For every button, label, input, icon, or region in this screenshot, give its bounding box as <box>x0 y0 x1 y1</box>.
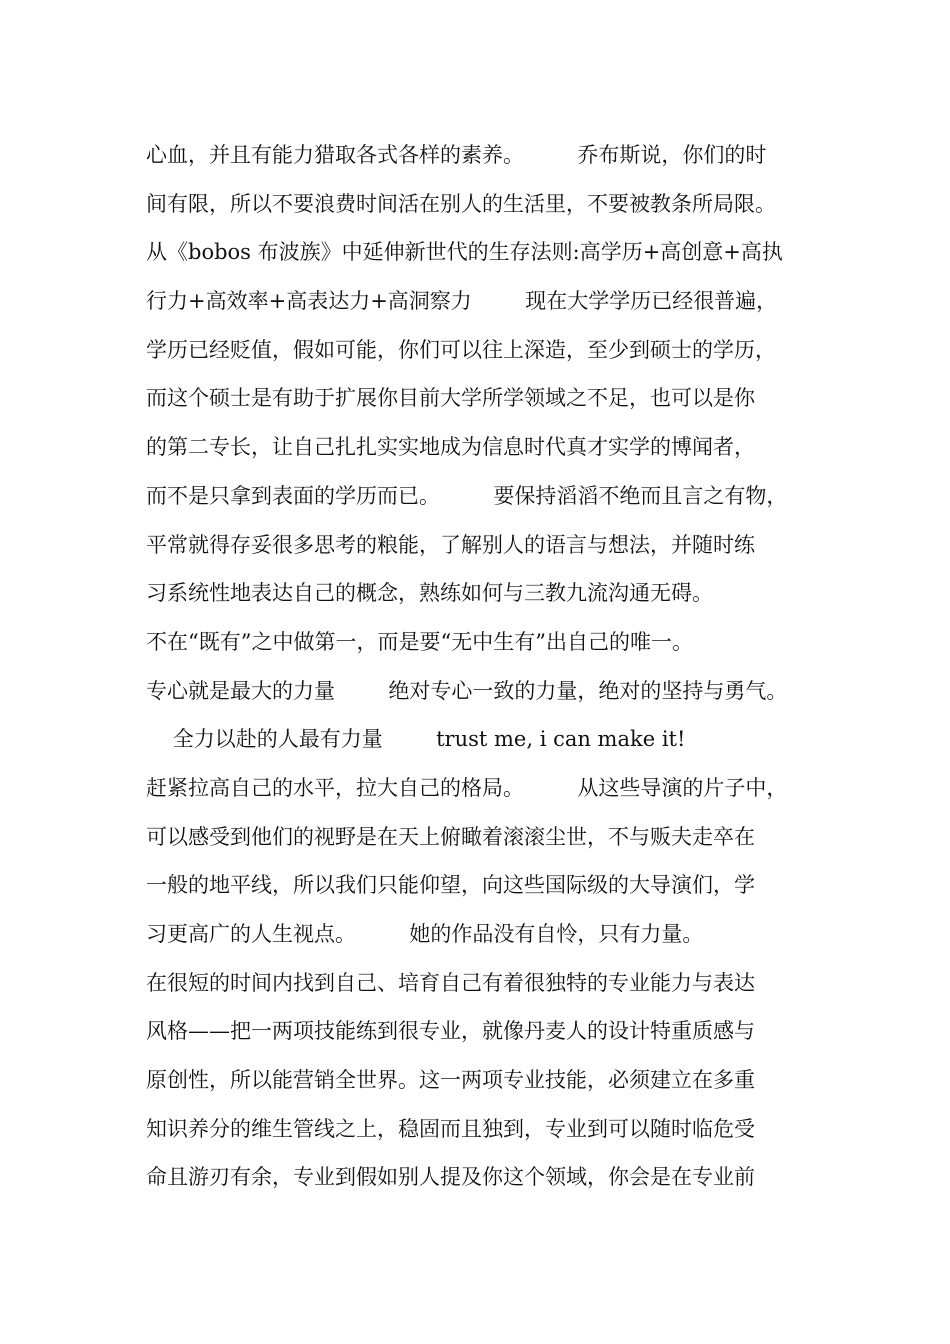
body-text <box>146 131 826 1202</box>
text-line: 的第二专长，让自己扎扎实实地成为信息时代真才实学的博闻者， <box>146 435 755 460</box>
text-line: 心血，并且有能力猎取各式各样的素养。 乔布斯说，你们的时 <box>146 143 767 167</box>
text-line: 知识养分的维生管线之上，稳固而且独到，专业到可以随时临危受 <box>146 1116 755 1141</box>
text-line: 间有限，所以不要浪费时间活在别人的生活里，不要被教条所局限。 <box>146 191 776 216</box>
text-line: 风格——把一两项技能练到很专业，就像丹麦人的设计特重质感与 <box>146 1019 755 1044</box>
text-line: 行力+高效率+高表达力+高洞察力 现在大学学历已经很普遍， <box>146 289 778 314</box>
text-line: 从《bobos 布波族》中延伸新世代的生存法则:高学历+高创意+高执 <box>146 240 783 265</box>
text-line: 可以感受到他们的视野是在天上俯瞰着滚滚尘世，不与贩夫走卒在 <box>146 824 755 849</box>
text-line: 习更高广的人生视点。 她的作品没有自怜，只有力量。 <box>146 922 704 946</box>
text-line: 习系统性地表达自己的概念，熟练如何与三教九流沟通无碍。 <box>146 581 713 606</box>
text-line: 命且游刃有余，专业到假如别人提及你这个领域，你会是在专业前 <box>146 1165 755 1190</box>
text-line: 平常就得存妥很多思考的粮能，了解别人的语言与想法，并随时练 <box>146 532 755 557</box>
text-line: 而不是只拿到表面的学历而已。 要保持滔滔不绝而且言之有物， <box>146 483 788 508</box>
text-line: 学历已经贬值，假如可能，你们可以往上深造，至少到硕士的学历， <box>146 337 776 362</box>
text-line: 在很短的时间内找到自己、培育自己有着很独特的专业能力与表达 <box>146 970 755 995</box>
text-line: 原创性，所以能营销全世界。这一两项专业技能，必须建立在多重 <box>146 1068 755 1093</box>
text-line: 全力以赴的人最有力量 trust me, i can make it! <box>146 727 686 752</box>
text-line: 不在“既有”之中做第一，而是要“无中生有”出自己的唯一。 <box>146 629 693 654</box>
text-line: 一般的地平线，所以我们只能仰望，向这些国际级的大导演们，学 <box>146 873 755 898</box>
text-line: 专心就是最大的力量 绝对专心一致的力量，绝对的坚持与勇气。 <box>146 678 788 703</box>
text-line: 赶紧拉高自己的水平，拉大自己的格局。 从这些导演的片子中， <box>146 775 788 800</box>
text-line: 而这个硕士是有助于扩展你目前大学所学领域之不足，也可以是你 <box>146 386 755 411</box>
